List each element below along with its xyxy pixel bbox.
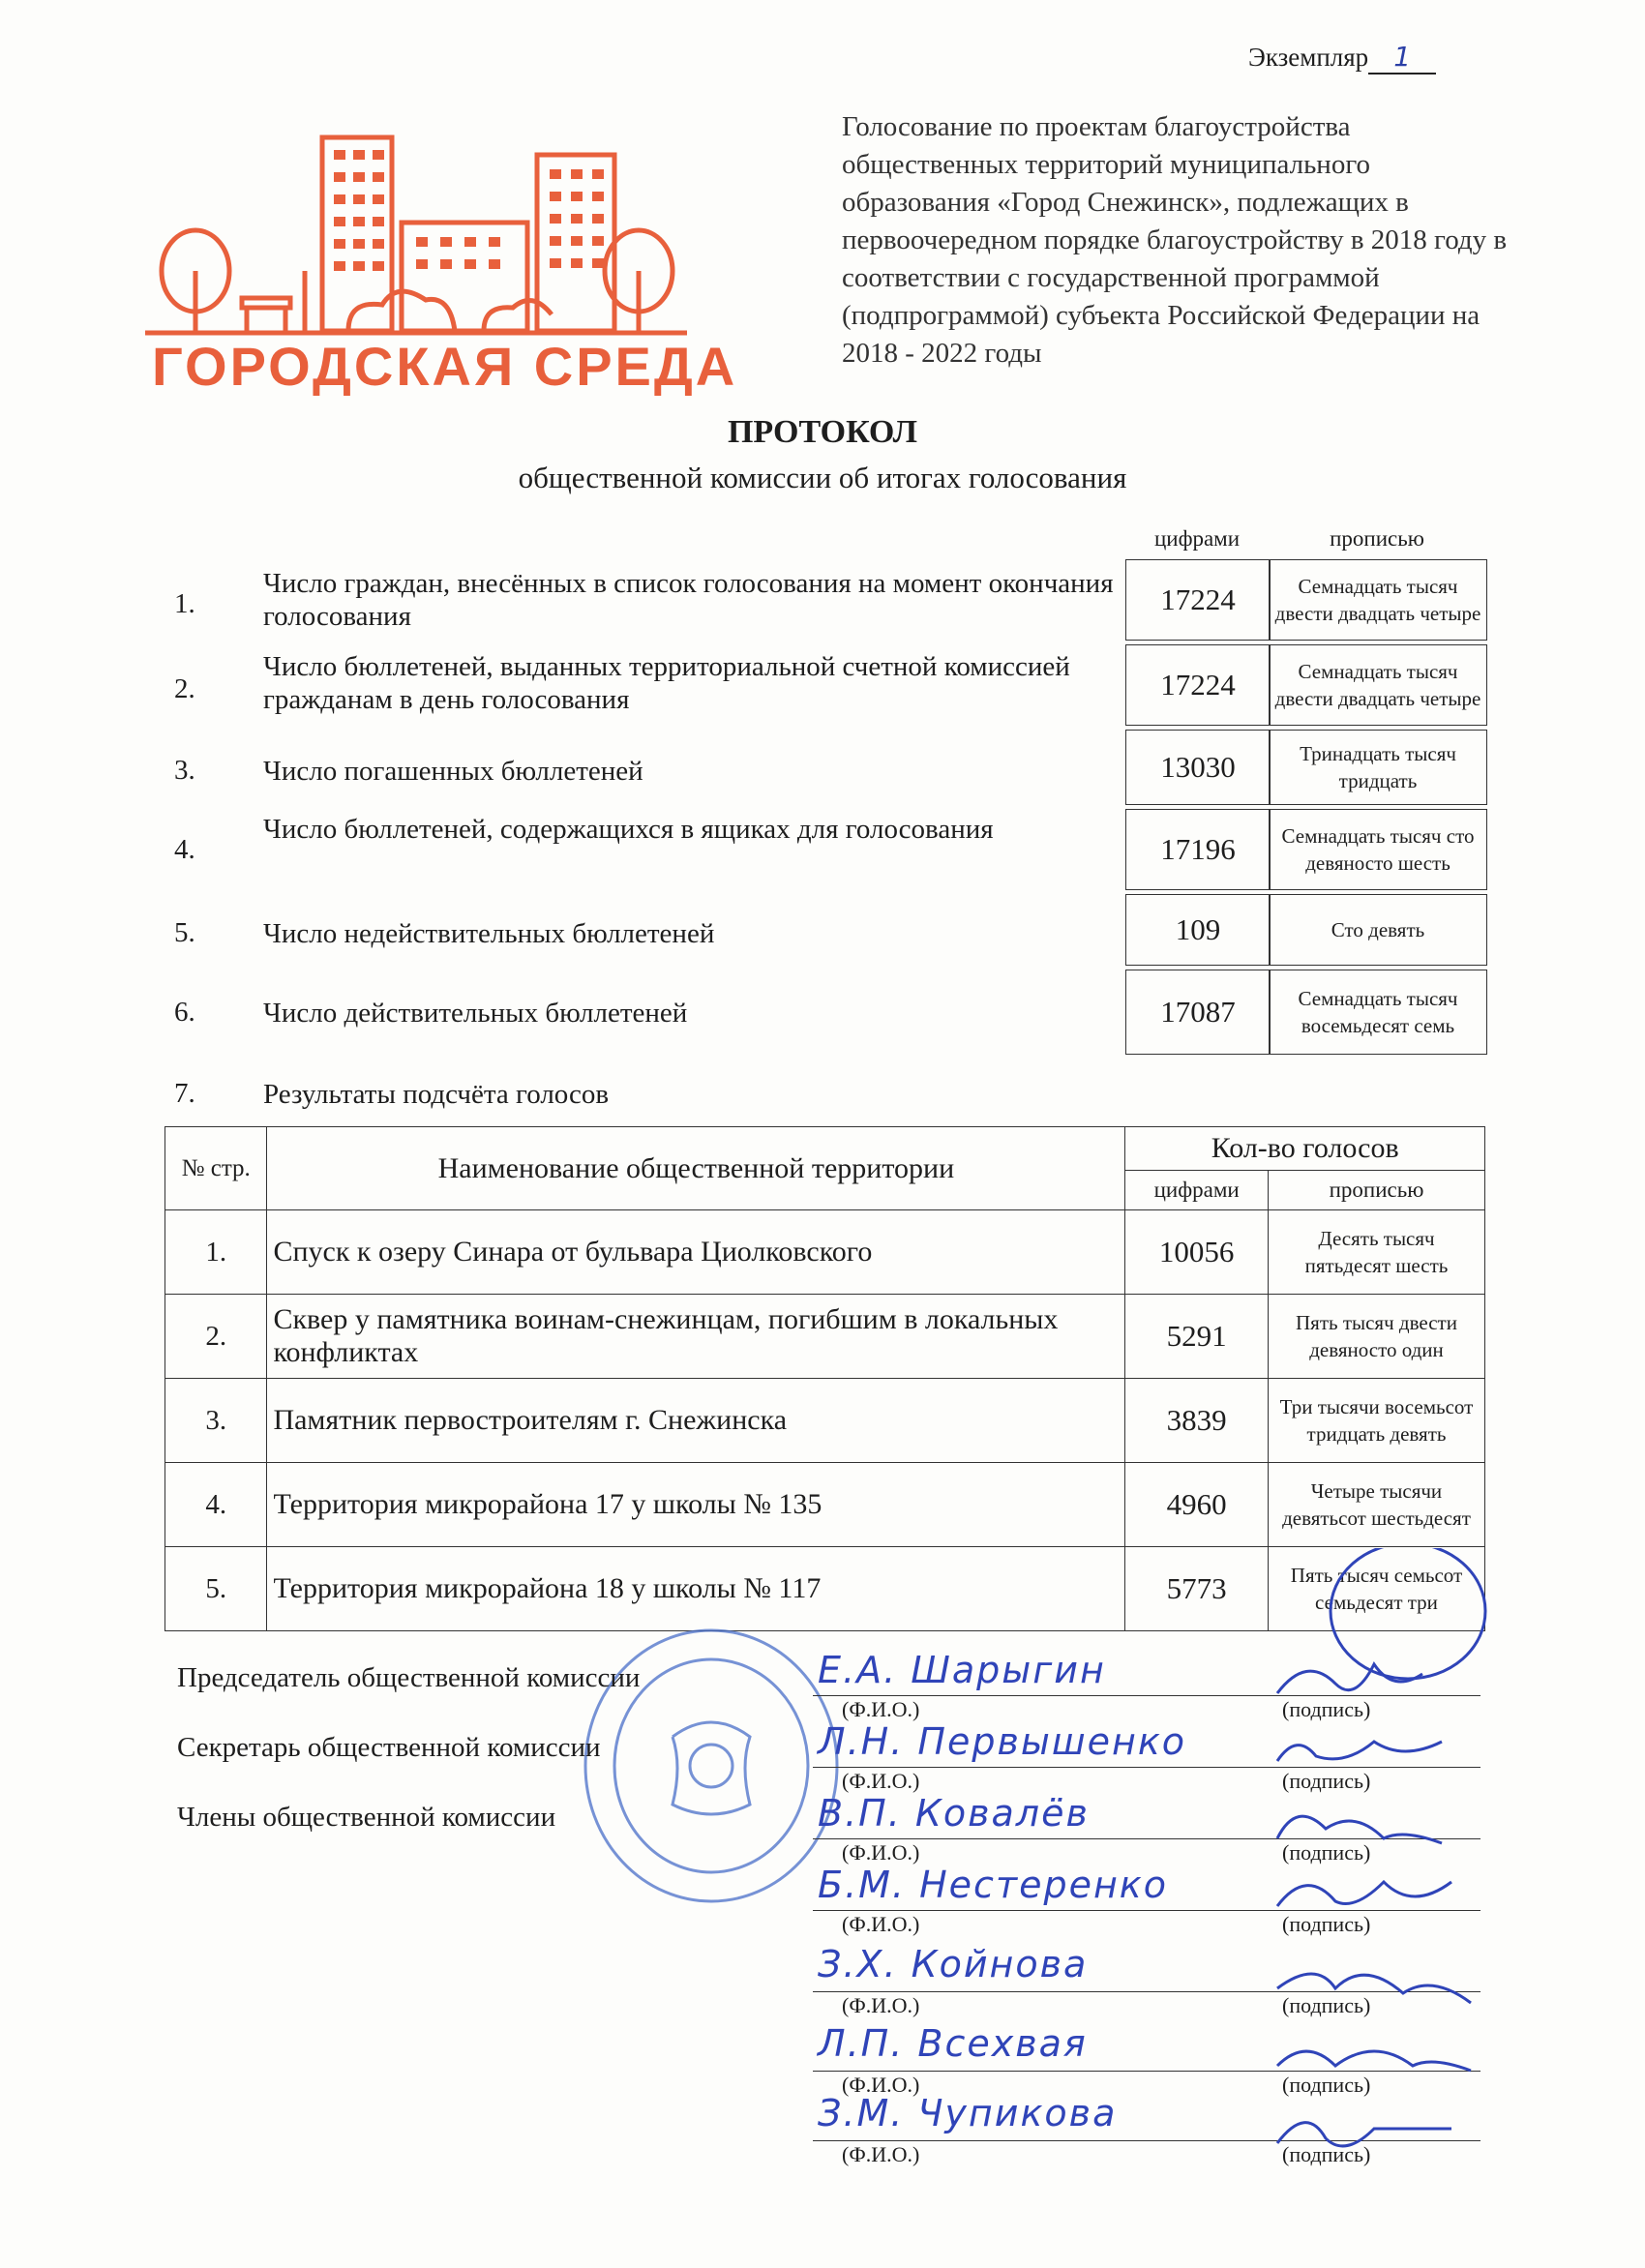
- summary-row7-label: Результаты подсчёта голосов: [263, 1079, 610, 1110]
- results-col-name: Наименование общественной территории: [267, 1127, 1125, 1210]
- results-row-words: Пять тысяч семьсот семьдесят три: [1268, 1547, 1484, 1631]
- results-row-digits: 4960: [1125, 1463, 1269, 1547]
- results-row-num: 5.: [165, 1547, 267, 1631]
- summary-words-box: Семнадцать тысяч восемьдесят семь: [1269, 970, 1487, 1055]
- summary-row-num: 2.: [174, 673, 195, 704]
- results-row-words: Пять тысяч двести девяносто один: [1268, 1295, 1484, 1379]
- fio-label: (Ф.И.О.): [842, 1993, 920, 2017]
- results-row-words: Три тысячи восемьсот тридцать девять: [1268, 1379, 1484, 1463]
- summary-row7-num: 7.: [174, 1078, 195, 1109]
- results-row-digits: 10056: [1125, 1210, 1269, 1295]
- summary-words-box: Семнадцать тысяч двести двадцать четыре: [1269, 644, 1487, 726]
- fio-label: (Ф.И.О.): [842, 1840, 920, 1865]
- results-row-num: 2.: [165, 1295, 267, 1379]
- logo-text: ГОРОДСКАЯ СРЕДА: [152, 336, 738, 397]
- summary-words-box: Семнадцать тысяч двести двадцать четыре: [1269, 559, 1487, 641]
- summary-row-num: 3.: [174, 755, 195, 786]
- document-title: ПРОТОКОЛ: [727, 414, 918, 450]
- summary-col-words: прописью: [1330, 526, 1424, 551]
- sign-label: (подпись): [1282, 1912, 1371, 1936]
- sign-label: (подпись): [1282, 2142, 1371, 2166]
- summary-digits-box: 17087: [1125, 970, 1271, 1055]
- fio-label: (Ф.И.О.): [842, 2073, 920, 2097]
- results-row-num: 1.: [165, 1210, 267, 1295]
- summary-row-num: 4.: [174, 834, 195, 865]
- signature-name-secretary: Л.Н. Первышенко: [818, 1720, 1187, 1763]
- results-row-name: Спуск к озеру Синара от бульвара Циолковского: [267, 1210, 1125, 1295]
- summary-words-box: Сто девять: [1269, 894, 1487, 966]
- summary-words-box: Семнадцать тысяч сто девяносто шесть: [1269, 809, 1487, 890]
- results-row-digits: 3839: [1125, 1379, 1269, 1463]
- results-row-digits: 5291: [1125, 1295, 1269, 1379]
- results-row-name: Территория микрорайона 17 у школы № 135: [267, 1463, 1125, 1547]
- signature-name-chair: Е.А. Шарыгин: [818, 1649, 1106, 1691]
- summary-row-label: Число погашенных бюллетеней: [263, 756, 643, 787]
- results-header-row: [165, 1127, 1485, 1171]
- table-row: [165, 1379, 1485, 1463]
- results-row-num: 4.: [165, 1463, 267, 1547]
- chair-role-label: Председатель общественной комиссии: [177, 1662, 641, 1693]
- fio-label: (Ф.И.О.): [842, 1912, 920, 1936]
- summary-digits-box: 17224: [1125, 559, 1271, 641]
- results-col-digits: цифрами: [1125, 1171, 1269, 1210]
- copy-number: 1: [1368, 41, 1436, 75]
- results-col-words: прописью: [1268, 1171, 1484, 1210]
- results-row-words: Четыре тысячи девятьсот шестьдесят: [1268, 1463, 1484, 1547]
- sign-label: (подпись): [1282, 2073, 1371, 2097]
- summary-digits-box: 13030: [1125, 730, 1271, 805]
- summary-words-box: Тринадцать тысяч тридцать: [1269, 730, 1487, 805]
- results-row-digits: 5773: [1125, 1547, 1269, 1631]
- handwritten-signatures: [1248, 1548, 1500, 2187]
- document-subtitle: общественной комиссии об итогах голосования: [518, 461, 1127, 494]
- table-row: [165, 1463, 1485, 1547]
- summary-row-label: Число недействительных бюллетеней: [263, 918, 715, 949]
- sign-label: (подпись): [1282, 1697, 1371, 1721]
- sign-label: (подпись): [1282, 1769, 1371, 1793]
- header-description: Голосование по проектам благоустройства общественных территорий муниципального образования «Город Снежинск», подлежащих в первоочередном порядке благоустройству в 2018 году в соответствии с государственной программой (подпрограммой) субъекта Российской Федерации на 2018 - 2022 годы: [842, 111, 1508, 369]
- table-row: [165, 1295, 1485, 1379]
- summary-row-label: Число бюллетеней, выданных территориальной счетной комиссией гражданам в день голосования: [263, 651, 1070, 715]
- summary-row-num: 6.: [174, 997, 195, 1028]
- signature-name-member: В.П. Ковалёв: [818, 1792, 1090, 1835]
- results-row-name: Сквер у памятника воинам-снежинцам, погибшим в локальных конфликтах: [267, 1295, 1125, 1379]
- summary-row-num: 5.: [174, 917, 195, 948]
- members-role-label: Члены общественной комиссии: [177, 1802, 556, 1833]
- fio-label: (Ф.И.О.): [842, 1697, 920, 1721]
- summary-digits-box: 109: [1125, 894, 1271, 966]
- results-row-num: 3.: [165, 1379, 267, 1463]
- sign-label: (подпись): [1282, 1993, 1371, 2017]
- results-col-num: № стр.: [165, 1127, 267, 1210]
- results-row-words: Десять тысяч пятьдесят шесть: [1268, 1210, 1484, 1295]
- results-col-votes: Кол-во голосов: [1125, 1127, 1485, 1171]
- summary-digits-box: 17196: [1125, 809, 1271, 890]
- signature-name-member: З.Х. Койнова: [818, 1943, 1089, 1985]
- summary-digits-box: 17224: [1125, 644, 1271, 726]
- fio-label: (Ф.И.О.): [842, 2142, 920, 2166]
- summary-row-num: 1.: [174, 588, 195, 619]
- signature-name-member: Л.П. Всехвая: [818, 2022, 1088, 2065]
- results-row-name: Памятник первостроителям г. Снежинска: [267, 1379, 1125, 1463]
- summary-row-label: Число бюллетеней, содержащихся в ящиках для голосования: [263, 814, 994, 845]
- summary-row-label: Число действительных бюллетеней: [263, 998, 688, 1029]
- copy-label: [1248, 41, 1436, 75]
- copy-label-text: Экземпляр: [1248, 43, 1369, 72]
- summary-row-label: Число граждан, внесённых в список голосования на момент окончания голосования: [263, 568, 1114, 632]
- sign-label: (подпись): [1282, 1840, 1371, 1865]
- secretary-role-label: Секретарь общественной комиссии: [177, 1732, 601, 1763]
- table-row: [165, 1210, 1485, 1295]
- results-row-name: Территория микрорайона 18 у школы № 117: [267, 1547, 1125, 1631]
- signature-name-member: Б.М. Нестеренко: [818, 1864, 1168, 1906]
- signature-name-member: З.М. Чупикова: [818, 2092, 1118, 2134]
- summary-col-digits: цифрами: [1153, 526, 1241, 551]
- fio-label: (Ф.И.О.): [842, 1769, 920, 1793]
